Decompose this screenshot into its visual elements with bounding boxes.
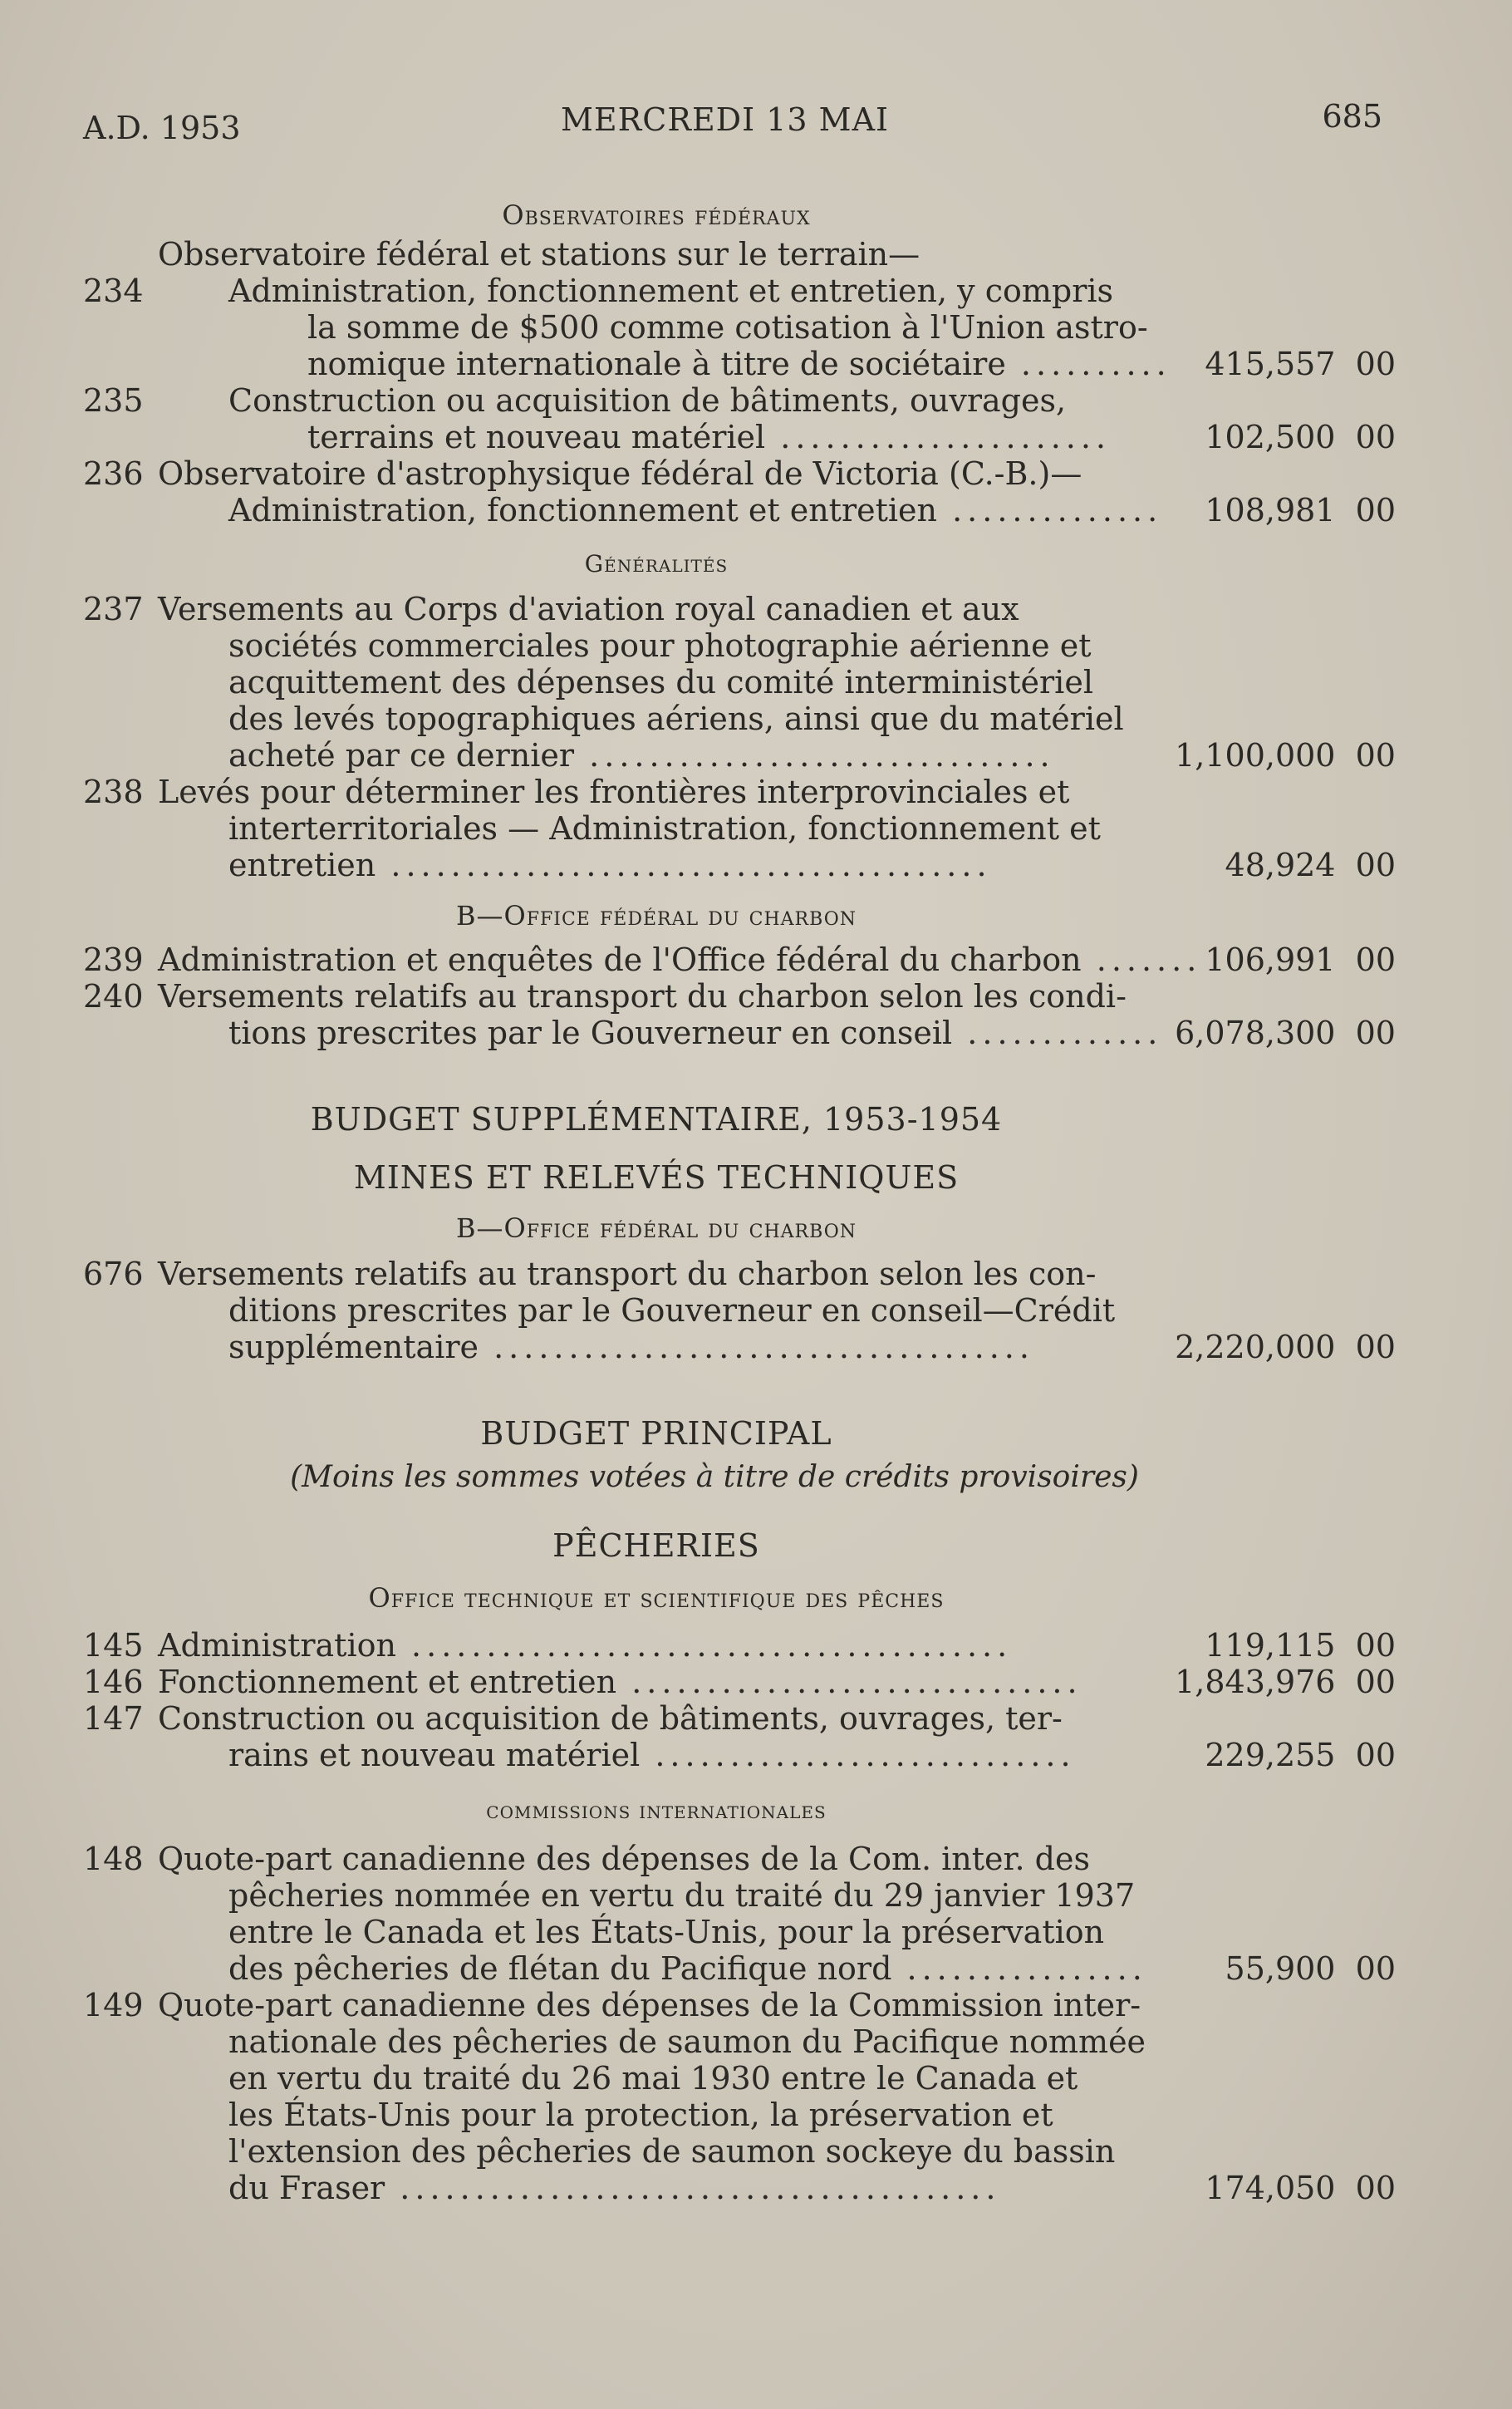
budget-entry: [83, 941, 1396, 978]
entry-amount: 415,557 00: [1205, 346, 1396, 382]
entry-line: en vertu du traité du 26 mai 1930 entre le Canada et: [228, 2060, 1078, 2097]
section-heading-generalites: Généralités: [584, 550, 729, 578]
dot-leader: ........................................: [395, 1627, 1013, 1664]
budget-entry: [83, 591, 1396, 774]
section-heading-office-technique: Office technique et scientifique des pêches: [368, 1582, 945, 1614]
entry-line: Versements au Corps d'aviation royal canadien et aux: [158, 591, 1019, 627]
entry-number: 237: [83, 591, 144, 627]
budget-entry: [83, 455, 1396, 529]
entry-line: tions prescrites par le Gouverneur en conseil .............: [228, 1015, 1163, 1051]
entries-commissions: [83, 1841, 1396, 2206]
entry-number: 235: [83, 382, 144, 419]
entry-line: des pêcheries de flétan du Pacifique nord ................: [228, 1950, 1147, 1987]
entry-amount: 106,991 00: [1205, 941, 1396, 978]
entry-amount: 119,115 00: [1205, 1627, 1396, 1664]
entry-description: [158, 1664, 1221, 1700]
dot-leader: ..............................: [616, 1664, 1082, 1700]
budget-entry: [83, 774, 1396, 883]
entry-number: 236: [83, 455, 144, 492]
entry-line: nomique internationale à titre de sociétaire ..........: [307, 346, 1171, 382]
entries-pecheries: [83, 1627, 1396, 1773]
entry-amount: 108,981 00: [1205, 492, 1396, 529]
entry-line: pêcheries nommée en vertu du traité du 29 janvier 1937: [228, 1877, 1136, 1914]
entry-line: Quote-part canadienne des dépenses de la Com. inter. des: [158, 1841, 1090, 1877]
budget-entry: [83, 1256, 1396, 1365]
heading-budget-supplementaire: BUDGET SUPPLÉMENTAIRE, 1953-1954: [310, 1101, 1003, 1138]
dot-leader: ........................................: [376, 847, 992, 883]
heading-pecheries: PÊCHERIES: [552, 1527, 760, 1564]
entry-line: Administration, fonctionnement et entretien ..............: [228, 492, 1163, 529]
entry-amount: 6,078,300 00: [1175, 1015, 1396, 1051]
entry-line: des levés topographiques aériens, ainsi que du matériel: [228, 701, 1124, 737]
entry-description: [158, 1841, 1221, 1987]
section-heading-commissions: commissions internationales: [486, 1797, 827, 1824]
budget-entry: [83, 1664, 1396, 1700]
dot-leader: ........................................: [385, 2170, 1001, 2206]
entry-line: rains et nouveau matériel ............................: [228, 1737, 1076, 1773]
dot-leader: ..........: [1005, 346, 1171, 382]
entry-line: Versements relatifs au transport du charbon selon les condi-: [158, 978, 1127, 1015]
entries-office-charbon: [83, 941, 1396, 1051]
budget-entry: [83, 1987, 1396, 2206]
entry-amount: 229,255 00: [1205, 1737, 1396, 1773]
entry-description: [158, 1700, 1221, 1773]
entry-line: Administration ........................................: [158, 1627, 1013, 1664]
entry-amount: 2,220,000 00: [1175, 1329, 1396, 1365]
entry-number: 149: [83, 1987, 144, 2023]
entry-line: Construction ou acquisition de bâtiments, ouvrages,: [228, 382, 1067, 419]
entry-description: [158, 941, 1221, 978]
entries-supplementaire: [83, 1256, 1396, 1365]
entry-line: Versements relatifs au transport du charbon selon les con-: [158, 1256, 1097, 1292]
dot-leader: ................: [891, 1950, 1147, 1987]
dot-leader: ....................................: [479, 1329, 1034, 1365]
section-heading-office-charbon-2: B—Office fédéral du charbon: [456, 1212, 857, 1244]
entry-line: Construction ou acquisition de bâtiments, ouvrages, ter-: [158, 1700, 1063, 1737]
entries-observatoires: [83, 273, 1396, 529]
budget-entry: [83, 1700, 1396, 1773]
header-year: A.D. 1953: [83, 110, 241, 146]
entry-description: [158, 1256, 1221, 1365]
entry-description: [158, 1627, 1221, 1664]
dot-leader: .......: [1081, 941, 1202, 978]
dot-leader: ...............................: [574, 737, 1055, 774]
entry-line: Levés pour déterminer les frontières interprovinciales et: [158, 774, 1070, 810]
entry-line: les États-Unis pour la protection, la préservation et: [228, 2097, 1053, 2133]
entry-number: 234: [83, 273, 144, 309]
entry-line: Quote-part canadienne des dépenses de la Commission inter-: [158, 1987, 1141, 2023]
dot-leader: ..............: [937, 492, 1163, 529]
budget-entry: [83, 1627, 1396, 1664]
entry-line: Administration, fonctionnement et entretien, y compris: [228, 273, 1114, 309]
dot-leader: ......................: [765, 419, 1112, 455]
entry-line: nationale des pêcheries de saumon du Pacifique nommée: [228, 2023, 1146, 2060]
heading-budget-principal: BUDGET PRINCIPAL: [480, 1415, 832, 1452]
entry-number: 238: [83, 774, 144, 810]
budget-entry: [83, 382, 1396, 455]
subsection-intro: Observatoire fédéral et stations sur le terrain—: [158, 236, 920, 273]
entry-line: Observatoire d'astrophysique fédéral de Victoria (C.-B.)—: [158, 455, 1082, 492]
entry-description: [158, 591, 1221, 774]
entry-line: terrains et nouveau matériel ......................: [307, 419, 1112, 455]
entry-number: 148: [83, 1841, 144, 1877]
entries-generalites: [83, 591, 1396, 883]
entry-description: [158, 382, 1221, 455]
entry-number: 146: [83, 1664, 144, 1700]
section-heading-observatoires: Observatoires fédéraux: [502, 199, 811, 231]
entry-description: [158, 455, 1221, 529]
entry-line: Fonctionnement et entretien ..............................: [158, 1664, 1082, 1700]
dot-leader: ............................: [640, 1737, 1076, 1773]
entry-number: 240: [83, 978, 144, 1015]
entry-line: l'extension des pêcheries de saumon sockeye du bassin: [228, 2133, 1116, 2170]
entry-line: sociétés commerciales pour photographie aérienne et: [228, 627, 1092, 664]
heading-mines: MINES ET RELEVÉS TECHNIQUES: [353, 1159, 960, 1196]
budget-entry: [83, 978, 1396, 1051]
header-date: MERCREDI 13 MAI: [561, 101, 890, 138]
budget-entry: [83, 1841, 1396, 1987]
entry-amount: 174,050 00: [1205, 2170, 1396, 2206]
entry-line: du Fraser ........................................: [228, 2170, 1001, 2206]
entry-amount: 102,500 00: [1205, 419, 1396, 455]
entry-amount: 48,924 00: [1225, 847, 1396, 883]
entry-amount: 1,843,976 00: [1175, 1664, 1396, 1700]
entry-line: acquittement des dépenses du comité interministériel: [228, 664, 1093, 701]
dot-leader: .............: [952, 1015, 1163, 1051]
entry-amount: 1,100,000 00: [1175, 737, 1396, 774]
entry-line: ditions prescrites par le Gouverneur en conseil—Crédit: [228, 1292, 1116, 1329]
entry-number: 145: [83, 1627, 144, 1664]
heading-moins: (Moins les sommes votées à titre de crédits provisoires): [290, 1460, 1139, 1494]
entry-number: 676: [83, 1256, 144, 1292]
entry-line: acheté par ce dernier ...............................: [228, 737, 1055, 774]
entry-line: entre le Canada et les États-Unis, pour la préservation: [228, 1914, 1105, 1950]
entry-description: [158, 1987, 1221, 2206]
entry-number: 147: [83, 1700, 144, 1737]
entry-line: la somme de $500 comme cotisation à l'Union astro-: [307, 309, 1148, 346]
page-number: 685: [1322, 98, 1382, 135]
entry-description: [158, 273, 1221, 382]
entry-line: supplémentaire ....................................: [228, 1329, 1034, 1365]
entry-line: interterritoriales — Administration, fonctionnement et: [228, 810, 1101, 847]
entry-number: 239: [83, 941, 144, 978]
entry-description: [158, 774, 1221, 883]
entry-line: Administration et enquêtes de l'Office fédéral du charbon .......: [158, 941, 1202, 978]
document-body: [83, 183, 1396, 2206]
entry-description: [158, 978, 1221, 1051]
page-header: [83, 98, 1387, 148]
entry-amount: 55,900 00: [1225, 1950, 1396, 1987]
section-heading-office-charbon: B—Office fédéral du charbon: [456, 900, 857, 932]
entry-line: entretien ........................................: [228, 847, 992, 883]
budget-entry: [83, 273, 1396, 382]
